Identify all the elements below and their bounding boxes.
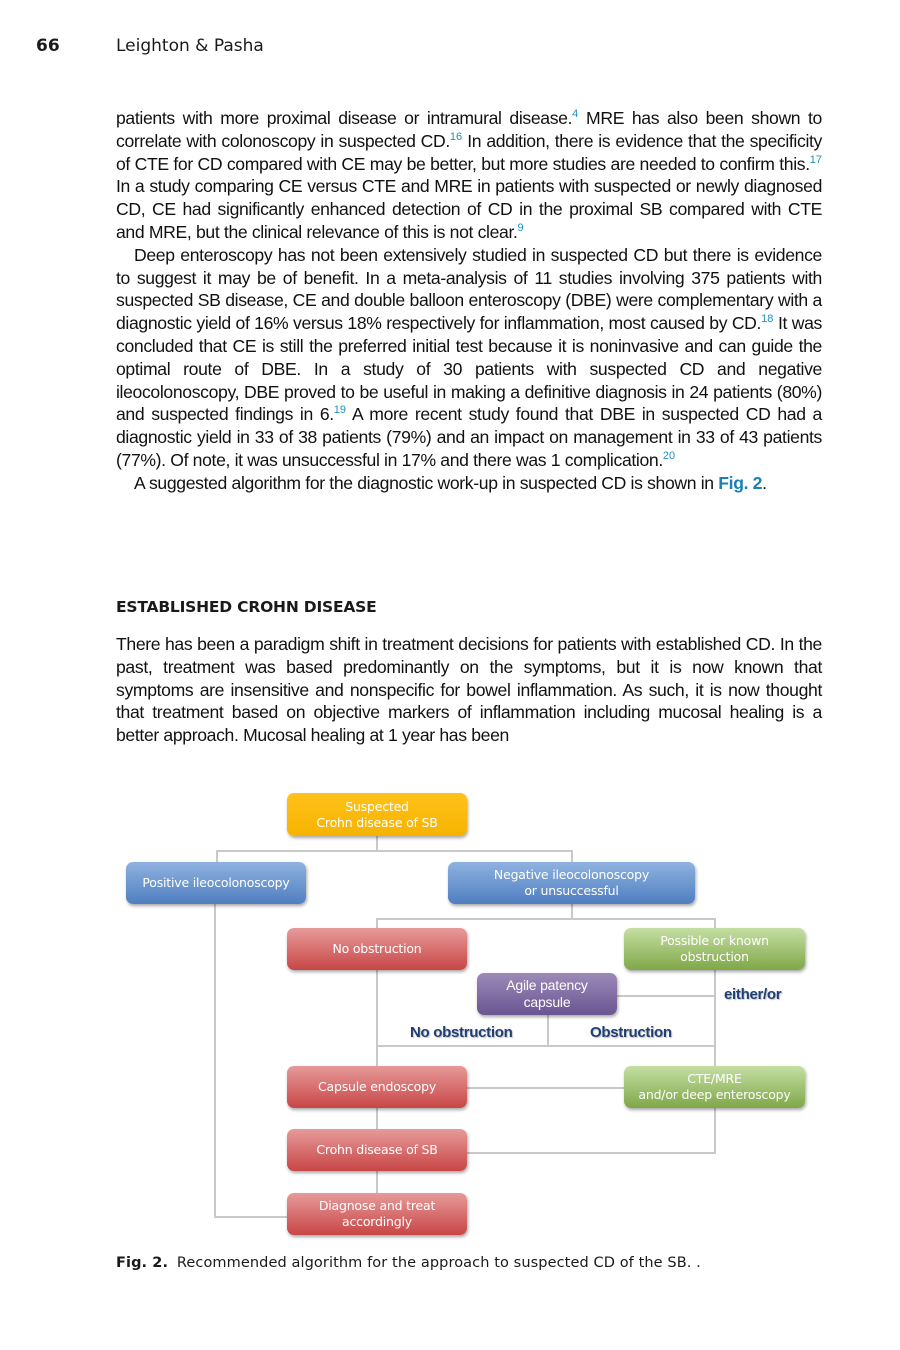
node-text: capsule — [523, 994, 571, 1010]
citation-reference[interactable]: 20 — [662, 449, 676, 462]
connector — [376, 1108, 378, 1130]
connector — [214, 904, 216, 1218]
connector — [376, 970, 378, 1066]
section-heading: ESTABLISHED CROHN DISEASE — [116, 598, 377, 616]
node-text: or unsuccessful — [524, 883, 619, 898]
connector — [376, 836, 378, 850]
connector — [467, 1152, 716, 1154]
running-head: Leighton & Pasha — [116, 36, 264, 56]
paragraph-1: patients with more proximal disease or intramural disease.$^4$ MRE has also been shown to correlate with colonoscopy in suspected CD.$^{16}$ In addition, there is evidence that the specificity of CTE for CD compared with CE may be better, but more studies are needed to confirm this.$^{17}$ In a study comparing CE versus CTE and MRE in patients with suspected or newly diagnosed CD, CE had significantly enhanced detection of CD in the proximal SB compared with CTE and MRE, but the clinical relevance of this is not clear.$^9$ — [116, 108, 822, 242]
citation-reference[interactable]: 16 — [449, 130, 463, 143]
node-possible-obstruction — [624, 928, 805, 970]
node-no-obstruction — [287, 928, 467, 970]
citation-reference[interactable]: 18 — [761, 313, 774, 326]
edge-label-either-or: either/or — [724, 986, 782, 1003]
node-text: No obstruction — [332, 941, 422, 956]
node-text: and/or deep enteroscopy — [638, 1087, 791, 1102]
node-text: Negative ileocolonoscopy — [493, 867, 650, 882]
connector — [376, 918, 378, 928]
connector — [547, 1015, 549, 1046]
page-number: 66 — [36, 36, 60, 56]
connector — [571, 850, 573, 862]
connector — [376, 1045, 716, 1047]
node-agile-patency-capsule — [477, 973, 617, 1015]
figure-caption-text: Recommended algorithm for the approach to suspected CD of the SB. . — [176, 1255, 701, 1271]
connector — [376, 918, 716, 920]
node-text: Suspected — [345, 798, 409, 814]
connector — [571, 904, 573, 918]
connector — [216, 850, 573, 852]
figure-link[interactable]: Fig. 2 — [718, 472, 763, 493]
node-cte-mre — [624, 1066, 805, 1108]
connector — [617, 995, 714, 997]
node-text: obstruction — [680, 949, 749, 964]
figure-caption — [116, 1255, 701, 1271]
citation-reference[interactable]: 9 — [517, 221, 524, 234]
connector — [714, 1108, 716, 1153]
section-paragraph: There has been a paradigm shift in treatment decisions for patients with established CD. In the past, treatment was based predominantly on the symptoms, but it is now known that symptoms are insensitive and nonspecific for bowel inflammation. As such, it is now thought that treatment based on objective markers of inflammation including mucosal healing is a better approach. Mucosal healing at 1 year has been — [116, 634, 822, 746]
node-positive-ileocolonoscopy — [126, 862, 306, 904]
node-text: CTE/MRE — [687, 1071, 742, 1086]
node-text: accordingly — [342, 1214, 412, 1229]
connector — [214, 1216, 288, 1218]
node-text: Capsule endoscopy — [317, 1079, 437, 1094]
node-suspected-crohn — [287, 793, 467, 836]
node-crohn-disease-sb — [287, 1129, 467, 1171]
node-text: Possible or known — [660, 933, 769, 948]
node-text: Positive ileocolonoscopy — [142, 875, 290, 890]
edge-label-obstruction: Obstruction — [590, 1024, 672, 1041]
node-capsule-endoscopy — [287, 1066, 467, 1108]
connector — [714, 970, 716, 1066]
node-text: Crohn disease of SB — [316, 1142, 438, 1157]
figure-caption-label: Fig. 2. — [116, 1255, 169, 1271]
paragraph-2: Deep enteroscopy has not been extensively studied in suspected CD but there is evidence to suggest it may be of benefit. In a meta-analysis of 11 studies involving 375 patients with suspected SB disease, CE and double balloon enteroscopy (DBE) were complementary with a diagnostic yield of 16% versus 18% respectively for inflammation, most caused by CD.$^{18}$ It was concluded that CE is still the preferred initial test because it is noninvasive and can guide the optimal route of DBE. In a study of 30 patients with suspected CD and negative ileocolonoscopy, DBE proved to be useful in making a definitive diagnosis in 24 patients (80%) and suspected findings in 6.19 A more recent study found that DBE in suspected CD had a diagnostic yield in 33 of 38 patients (79%) and an impact on management in 33 of 43 patients (77%). Of note, it was unsuccessful in 17% and there was 1 complication.$^{20}$ — [116, 244, 823, 470]
connector — [376, 1171, 378, 1193]
node-text: Agile patency — [506, 977, 588, 993]
node-negative-ileocolonoscopy — [448, 862, 695, 904]
edge-label-no-obstruction: No obstruction — [410, 1024, 513, 1041]
node-text: Diagnose and treat — [318, 1198, 436, 1213]
paragraph-3: A suggested algorithm for the diagnostic work-up in suspected CD is shown in Fig. 2. — [134, 472, 767, 493]
connector — [216, 850, 218, 862]
connector — [467, 1087, 624, 1089]
citation-reference[interactable]: 17 — [809, 153, 822, 166]
citation-reference[interactable]: 19 — [333, 404, 347, 417]
node-text: Crohn disease of SB — [316, 814, 438, 830]
node-diagnose-treat — [287, 1193, 467, 1235]
connector — [714, 918, 716, 928]
citation-reference[interactable]: 4 — [572, 108, 579, 120]
